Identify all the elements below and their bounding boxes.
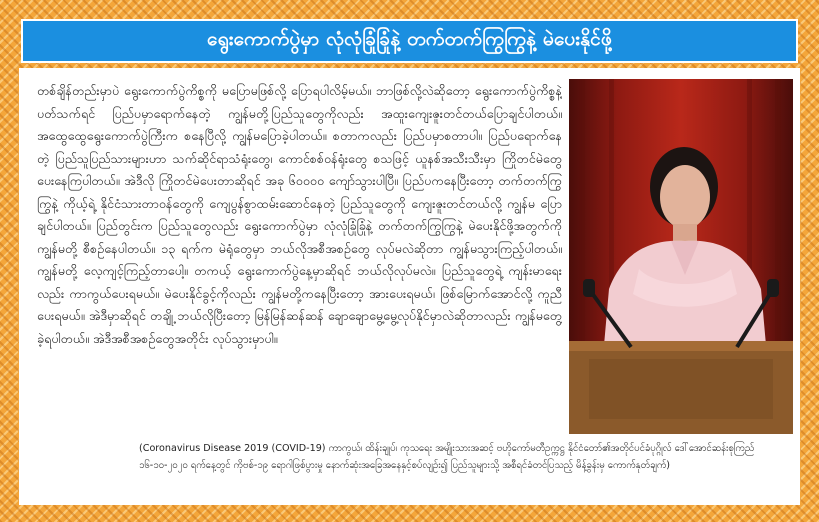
caption-line-2: ၁၆-၁၀-၂၀၂၀ ရက်နေ့တွင် ကိုဗစ်-၁၉ ရောဂါဖြစ်ပွားမှု နောက်ဆုံးအခြေအနေနှင့်စပ်လျဉ်း၍ ပြည်သူများသို့ အစီရင်ခံတင်ပြသည့် မိန့်ခွန်းမှ ကောက်နုတ်ချက်) bbox=[139, 460, 671, 471]
content-panel bbox=[19, 68, 800, 505]
speaker-illustration bbox=[569, 79, 793, 434]
speech-body-text: တစ်ချိန်တည်းမှာပဲ ရွေးကောက်ပွဲကိစ္စကို မပြောမဖြစ်လို့ ပြောရပါလိမ့်မယ်။ ဘာဖြစ်လို့လဲဆိုတော့ ရွေးကောက်ပွဲကိစ္စနဲ့ ပတ်သက်ရင် ပြည်ပမှာရောက်နေတဲ့ ကျွန်မတို့ပြည်သူတွေကိုလည်း အထူးကျေးဇူးတင်တယ်ပြောချင်ပါတယ်။ အထွေထွေရွေးကောက်ပွဲကြီးက စနေပြီလို့ ကျွန်မပြောခဲ့ပါတယ်။ စတာကလည်း ပြည်ပမှာစတာပါ။ ပြည်ပရောက်နေတဲ့ ပြည်သူပြည်သားများဟာ သက်ဆိုင်ရာသံရုံးတွေ၊ ကောင်စစ်ဝန်ရုံးတွေ စသဖြင့် ယူနစ်အသီးသီးမှာ ကြိုတင်မဲတွေ ပေးနေကြပါတယ်။ အဲဒီလို ကြိုတင်မဲပေးတာဆိုရင် အခု ၆၀၀၀၀ ကျော်သွားပါပြီ။ ပြည်ပကနေပြီးတော့ တက်တက်ကြွကြွနဲ့ ကိုယ့်ရဲ့ နိုင်ငံသားတာဝန်တွေကို ကျေပွန်စွာထမ်းဆောင်နေတဲ့ ပြည်သူတွေကို ကျေးဇူးတင်တယ်လို့ ကျွန်မ ပြောချင်ပါတယ်။ ပြည်တွင်းက ပြည်သူတွေလည်း ရွေးကောက်ပွဲမှာ လုံလုံခြုံခြုံနဲ့ တက်တက်ကြွကြွနဲ့ မဲပေးနိုင်ဖို့အတွက်ကို ကျွန်မတို့ စီစဉ်နေပါတယ်။ ၁၃ ရက်က မဲရုံတွေမှာ ဘယ်လိုအစီအစဉ်တွေ လုပ်မလဲဆိုတာ ကျွန်မသွားကြည့်ပါတယ်။ ကျွန်မတို့ လေ့ကျင့်ကြည့်တာပေါ့။ တကယ့် ရွေးကောက်ပွဲနေ့မှာဆိုရင် ဘယ်လိုလုပ်မလဲ။ ပြည်သူတွေရဲ့ ကျန်းမာရေးလည်း ကာကွယ်ပေးရမယ်။ မဲပေးနိုင်ခွင့်ကိုလည်း ကျွန်မတို့ကနေပြီးတော့ အားပေးရမယ်၊ ဖြစ်မြောက်အောင်လို့ ကူညီပေးရမယ်။ အဲဒီမှာဆိုရင် တချို့ ဘယ်လိုပြီးတော့ မြန်မြန်ဆန်ဆန် ချောချောမွေ့မွေ့လုပ်နိုင်မှာလဲဆိုတာလည်း ကျွန်မတွေ့ခဲ့ရပါတယ်။ အဲဒီအစီအစဉ်တွေအတိုင်း လုပ်သွားမှာပါ။ bbox=[37, 83, 562, 346]
caption-line-1: (Coronavirus Disease 2019 (COVID-19) ကာကွယ်၊ ထိန်းချုပ်၊ ကုသရေး အမျိုးသားအဆင့် ဗဟိုကော်မတီဥက္ကဋ္ဌ နိုင်ငံတော်၏အတိုင်ပင်ခံပုဂ္ဂိုလ် ဒေါ်အောင်ဆန်းစုကြည် bbox=[139, 443, 755, 454]
headline-title: ရွေးကောက်ပွဲမှာ လုံလုံခြုံခြုံနဲ့ တက်တက်ကြွကြွနဲ့ မဲပေးနိုင်ဖို့ bbox=[207, 28, 612, 50]
headline-banner bbox=[21, 19, 798, 63]
photo-caption bbox=[139, 440, 795, 474]
speaker-photo bbox=[569, 79, 793, 434]
